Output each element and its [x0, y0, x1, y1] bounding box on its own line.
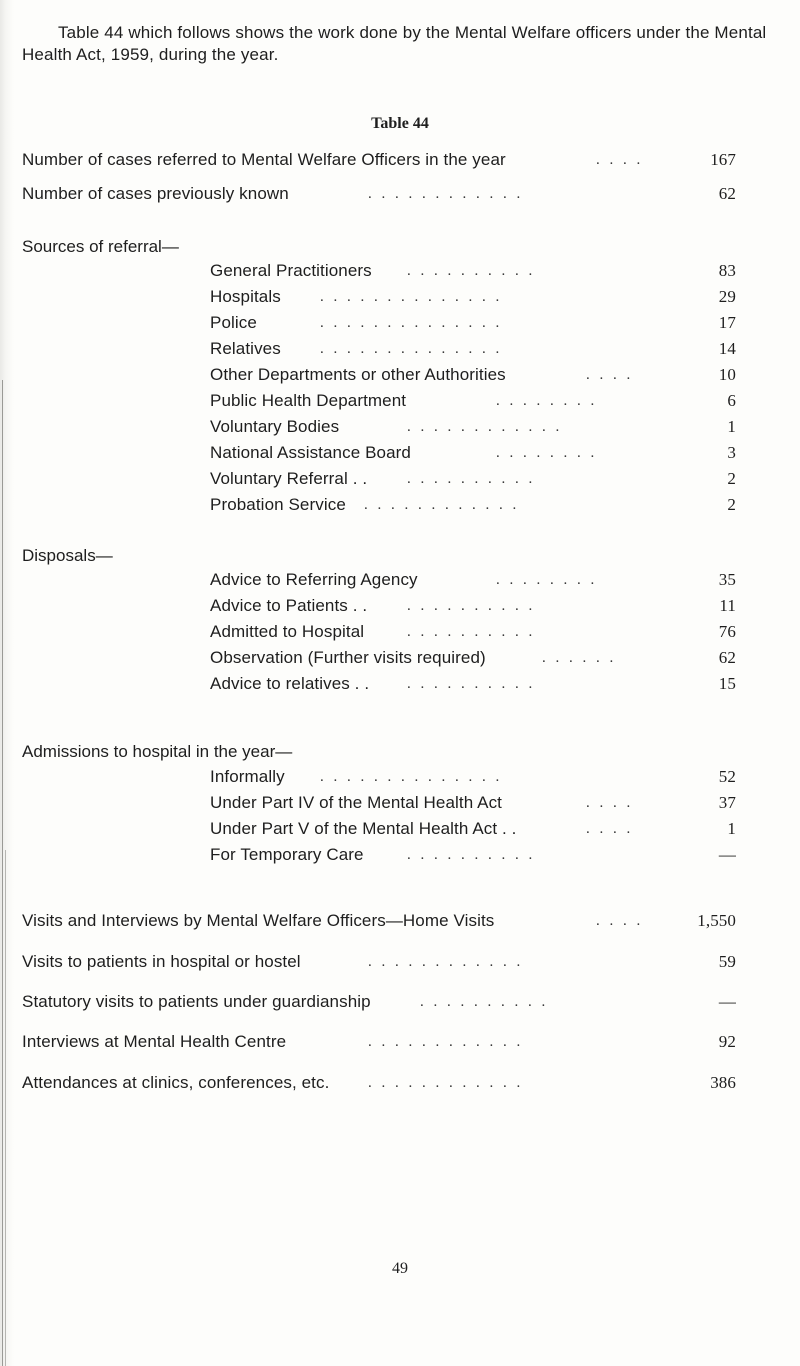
row-value: 386 [710, 1073, 736, 1092]
row-value: 15 [718, 674, 736, 693]
row-label: Interviews at Mental Health Centre [22, 1032, 287, 1051]
table-row [210, 312, 736, 334]
leader-dots: . . . . . . . . . . [407, 624, 536, 640]
page-number: 49 [392, 1260, 408, 1277]
row-value: 37 [718, 793, 736, 812]
section-heading-admissions: Admissions to hospital in the year— [22, 742, 293, 761]
table-row [210, 494, 736, 516]
row-label: National Assistance Board [210, 443, 411, 462]
section-heading-disposals: Disposals— [22, 546, 113, 565]
row-label: Visits to patients in hospital or hostel [22, 952, 301, 971]
table-row [210, 792, 736, 814]
table-row [210, 647, 736, 669]
row-value: 1 [727, 819, 736, 838]
section-heading-sources: Sources of referral— [22, 237, 179, 256]
row-value: 1 [727, 417, 736, 436]
table-row [210, 338, 736, 360]
table-row [22, 149, 736, 171]
table-row [210, 844, 736, 866]
row-label: Advice to Referring Agency [210, 570, 418, 589]
table-row [210, 390, 736, 412]
leader-dots: . . . . . . . . . . . . [368, 1034, 524, 1050]
row-label: Voluntary Referral . . [210, 469, 368, 488]
table-row [22, 183, 736, 205]
table-row [22, 991, 736, 1013]
table-row [210, 569, 736, 591]
leader-dots: . . . . . . . . . . [407, 471, 536, 487]
row-value: 3 [727, 443, 736, 462]
leader-dots: . . . . . . . . . . . . . . [320, 289, 503, 305]
row-value: 92 [718, 1032, 736, 1051]
row-value: 1,550 [697, 911, 736, 930]
row-label: Advice to relatives . . [210, 674, 370, 693]
table-row [22, 1072, 736, 1094]
intro-paragraph [22, 22, 782, 66]
row-value: 62 [718, 648, 736, 667]
leader-dots: . . . . [586, 795, 634, 811]
row-label: Visits and Interviews by Mental Welfare Officers—Home Visits [22, 911, 495, 930]
table-row [22, 910, 736, 932]
table-row [210, 468, 736, 490]
row-value: 62 [718, 184, 736, 203]
leader-dots: . . . . . . . . . . [407, 263, 536, 279]
row-label: Hospitals [210, 287, 281, 306]
row-value: 2 [727, 495, 736, 514]
table-row [210, 416, 736, 438]
leader-dots: . . . . . . . . [496, 393, 598, 409]
table-row [210, 621, 736, 643]
row-label: Under Part V of the Mental Health Act . . [210, 819, 517, 838]
leader-dots: . . . . [586, 367, 634, 383]
row-value: 83 [718, 261, 736, 280]
row-value: 2 [727, 469, 736, 488]
row-label: Voluntary Bodies [210, 417, 340, 436]
leader-dots: . . . . . . . . . . . . . . [320, 315, 503, 331]
leader-dots: . . . . [596, 913, 644, 929]
leader-dots: . . . . . . . . . . [407, 676, 536, 692]
row-value: 76 [718, 622, 736, 641]
leader-dots: . . . . . . [542, 650, 617, 666]
leader-dots: . . . . . . . . [496, 572, 598, 588]
row-value: 167 [710, 150, 736, 169]
row-label: Relatives [210, 339, 281, 358]
table-row [210, 364, 736, 386]
table-row [210, 260, 736, 282]
intro-text: Table 44 which follows shows the work done by the Mental Welfare officers under the Mental Health Act, 1959, during the year. [22, 23, 767, 64]
row-label: Under Part IV of the Mental Health Act [210, 793, 503, 812]
row-value: 10 [718, 365, 736, 384]
row-label: Number of cases referred to Mental Welfare Officers in the year [22, 150, 506, 169]
leader-dots: . . . . . . . . . . [420, 994, 549, 1010]
row-label: For Temporary Care [210, 845, 364, 864]
table-row [210, 818, 736, 840]
row-value: 11 [719, 596, 736, 615]
leader-dots: . . . . . . . . . . . . [368, 186, 524, 202]
row-label: Admitted to Hospital [210, 622, 365, 641]
row-label: Other Departments or other Authorities [210, 365, 506, 384]
leader-dots: . . . . [596, 152, 644, 168]
row-value: 35 [718, 570, 736, 589]
leader-dots: . . . . [586, 821, 634, 837]
row-value: 17 [718, 313, 736, 332]
leader-dots: . . . . . . . . [496, 445, 598, 461]
leader-dots: . . . . . . . . . . . . [368, 1075, 524, 1091]
row-label: Probation Service [210, 495, 346, 514]
row-label: Attendances at clinics, conferences, etc. [22, 1073, 330, 1092]
leader-dots: . . . . . . . . . . . . [407, 419, 563, 435]
row-label: Statutory visits to patients under guardianship [22, 992, 371, 1011]
leader-dots: . . . . . . . . . . [407, 847, 536, 863]
leader-dots: . . . . . . . . . . . . [368, 954, 524, 970]
row-value: 6 [727, 391, 736, 410]
table-row [22, 1031, 736, 1053]
table-title: Table 44 [371, 115, 429, 132]
table-row [22, 951, 736, 973]
binding-edge-line [2, 380, 3, 1366]
row-label: Observation (Further visits required) [210, 648, 486, 667]
row-label: Number of cases previously known [22, 184, 289, 203]
table-row [210, 766, 736, 788]
table-row [210, 673, 736, 695]
table-row [210, 286, 736, 308]
row-value: — [718, 845, 736, 864]
row-value: 14 [718, 339, 736, 358]
row-value: 29 [718, 287, 736, 306]
row-value: 52 [718, 767, 736, 786]
row-value: — [718, 992, 736, 1011]
row-label: General Practitioners [210, 261, 372, 280]
row-label: Advice to Patients . . [210, 596, 368, 615]
table-row [210, 595, 736, 617]
leader-dots: . . . . . . . . . . [407, 598, 536, 614]
row-label: Public Health Department [210, 391, 407, 410]
binding-edge-line [5, 850, 6, 1366]
leader-dots: . . . . . . . . . . . . . . [320, 769, 503, 785]
table-row [210, 442, 736, 464]
row-label: Police [210, 313, 257, 332]
row-label: Informally [210, 767, 285, 786]
row-value: 59 [718, 952, 736, 971]
leader-dots: . . . . . . . . . . . . . . [320, 341, 503, 357]
leader-dots: . . . . . . . . . . . . [364, 497, 520, 513]
